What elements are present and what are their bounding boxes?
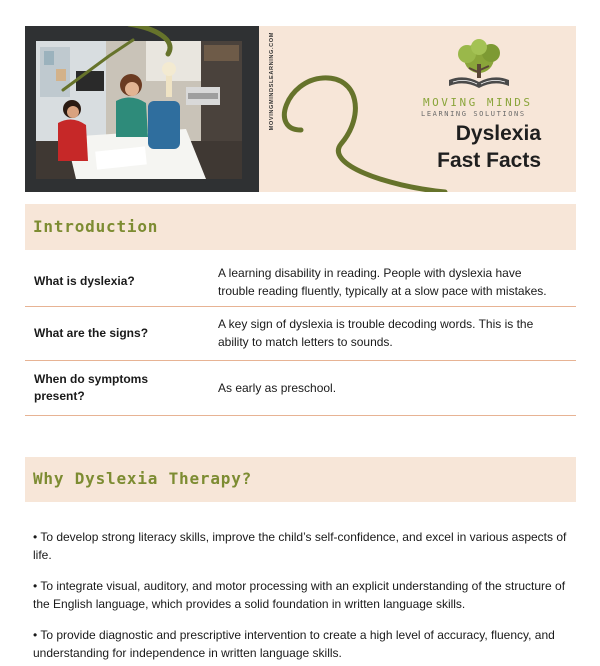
fact-row <box>25 256 576 307</box>
page-title-line-1: Dyslexia <box>455 122 541 145</box>
why-therapy-header <box>25 457 576 502</box>
brand-name: MOVING MINDS <box>423 96 533 109</box>
fact-question: What is dyslexia? <box>34 274 135 288</box>
page-title-line-2: Fast Facts <box>437 149 541 172</box>
fact-answer: A learning disability in reading. People with dyslexia have trouble reading fluently, typically at a slow pace with mistakes. <box>218 266 547 298</box>
tree-book-logo-icon <box>439 38 519 94</box>
page-title <box>437 120 541 174</box>
why-therapy-heading: Why Dyslexia Therapy? <box>33 469 253 488</box>
list-item: • To integrate visual, auditory, and motor processing with an explicit understanding of the structure of the English language, which provides a solid foundation in written language skills. <box>33 579 566 611</box>
fact-question: When do symptoms present? <box>34 372 149 403</box>
fast-facts-table <box>25 256 576 416</box>
introduction-heading: Introduction <box>33 217 159 236</box>
list-item: • To develop strong literacy skills, improve the child’s self-confidence, and excel in various aspects of life. <box>33 530 567 562</box>
website-url: MOVINGMINDSLEARNING.COM <box>269 32 275 131</box>
fact-row <box>25 307 576 361</box>
photo-panel <box>25 26 259 192</box>
fact-row <box>25 361 576 416</box>
fact-answer: As early as preschool. <box>218 381 337 395</box>
fact-question: What are the signs? <box>34 326 149 340</box>
why-therapy-list <box>33 528 573 666</box>
list-item: • To provide diagnostic and prescriptive intervention to create a high level of accuracy, fluency, and understanding for independence in written language skills. <box>33 628 555 660</box>
brand-tagline: LEARNING SOLUTIONS <box>421 110 526 118</box>
introduction-header <box>25 204 576 250</box>
tutor-with-child-photo <box>36 41 242 179</box>
hero-banner <box>25 26 576 192</box>
fact-answer: A key sign of dyslexia is trouble decoding words. This is the ability to match letters to sounds. <box>218 317 534 349</box>
